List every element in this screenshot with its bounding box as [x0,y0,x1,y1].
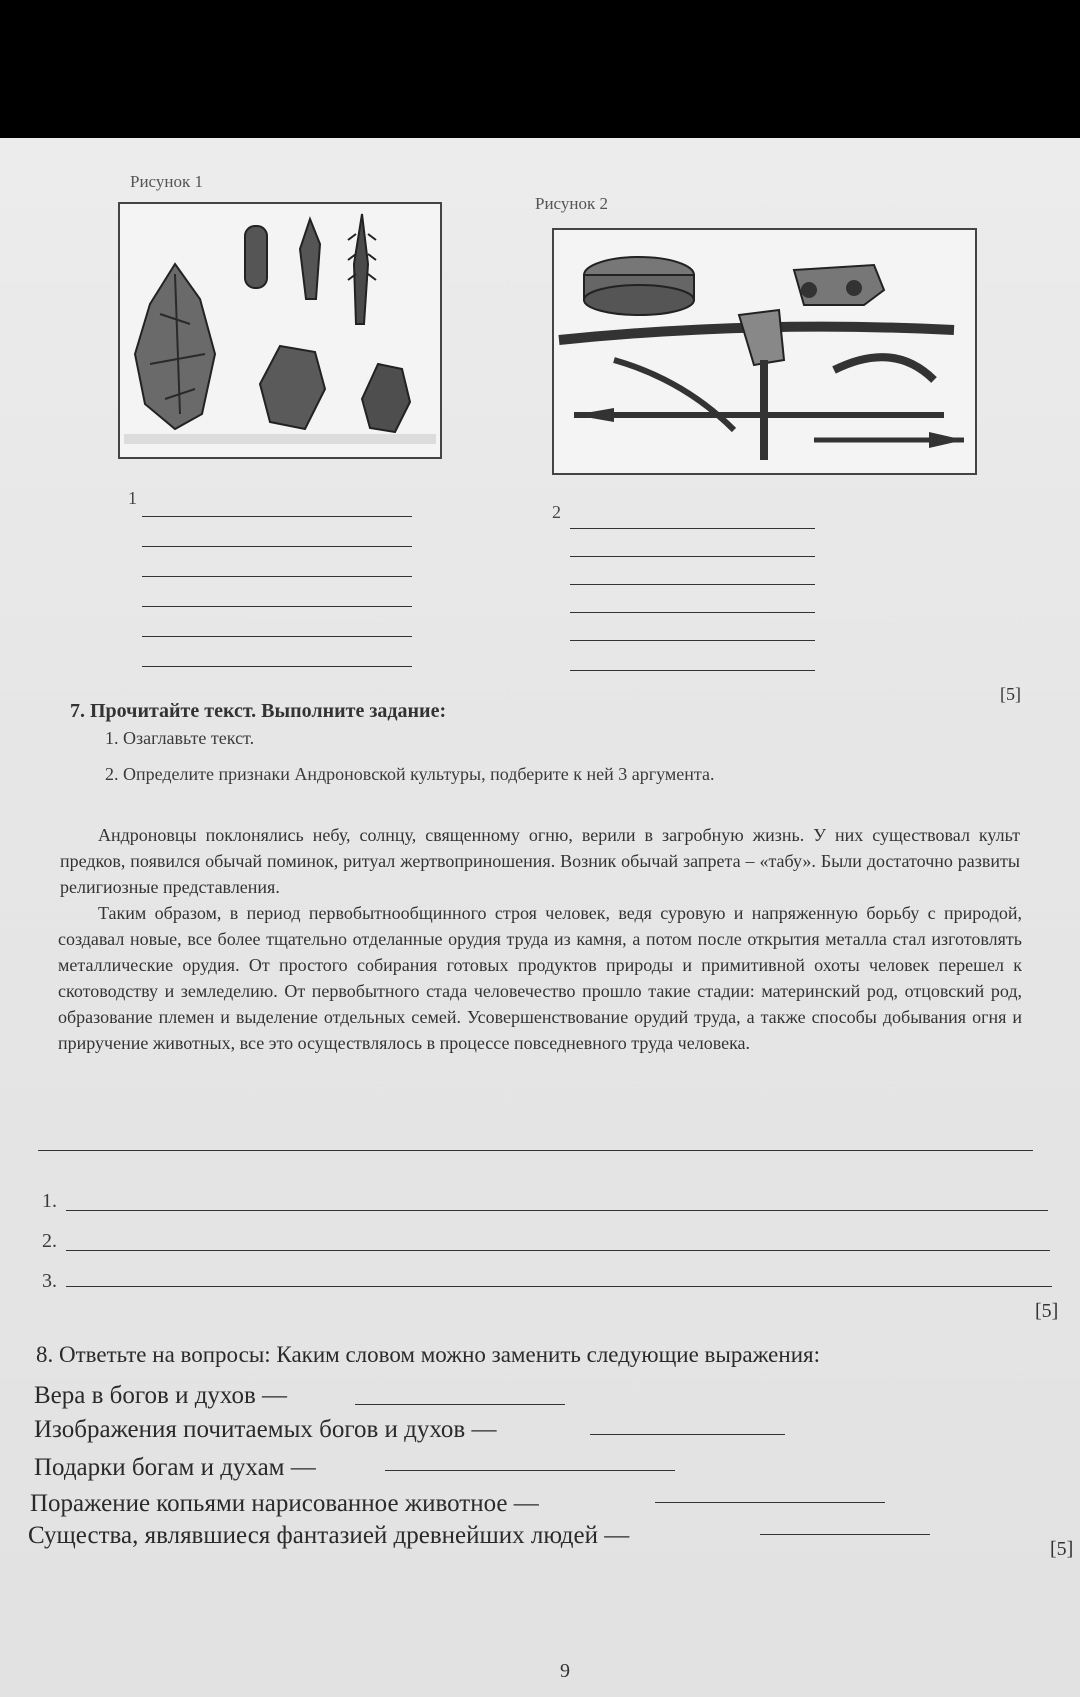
task7-answer-1-line[interactable] [66,1210,1048,1211]
task7-paragraph-2 [58,900,1022,1056]
task8-title: 8. Ответьте на вопросы: Каким словом можно заменить следующие выражения: [36,1342,820,1367]
task8-answer-line-2[interactable] [590,1434,785,1435]
task7-item-1: 1. Озаглавьте текст. [105,728,255,748]
task8-question-1: Вера в богов и духов — [34,1382,288,1409]
figure1-answer-number: 1 [128,488,137,508]
task8-question-2: Изображения почитаемых богов и духов — [34,1416,497,1443]
task8-question-3: Подарки богам и духам — [34,1454,316,1481]
figure1-answer-line[interactable] [142,636,412,637]
task7-paragraph-1-text: Андроновцы поклонялись небу, солнцу, священному огню, верили в загробную жизнь. У них существовал культ предков, появился обычай поминок, ритуал жертвоприношения. Возник обычай запрета – «табу». Были достаточно развиты религиозные представления. [60,825,1020,897]
figure1-answer-line[interactable] [142,666,412,667]
task8-question-5: Существа, являвшиеся фантазией древнейших людей — [28,1522,630,1549]
task7-answer-2-label: 2. [42,1230,57,1252]
figure1-caption: Рисунок 1 [130,172,203,191]
task7-title: 7. Прочитайте текст. Выполните задание: [70,700,447,722]
score-figures: [5] [1000,684,1021,704]
figure2-answer-line[interactable] [570,556,815,557]
figure1-answer-line[interactable] [142,576,412,577]
task7-paragraph-2-text: Таким образом, в период первобытнообщинного строя человек, ведя суровую и напряженную борьбу с природой, создавал новые, все более тщательно отделанные орудия труда из камня, а потом после открытия металла стал изготовлять металлические орудия. От простого собирания готовых продуктов природы и примитивной охоты человек перешел к скотоводству и земледелию. От первобытного стада человечество прошло такие стадии: материнский род, отцовский род, образование племен и выделение отдельных семей. Усовершенствование орудий труда, а также способы добывания огня и приручение животных, все это осуществлялось в процессе повседневного труда человека. [58,903,1022,1053]
figure1-stone-tools-image [118,202,442,459]
figure2-metal-tools-image [552,228,977,475]
task7-title-answer-line[interactable] [38,1150,1033,1151]
stone-tools-illustration [120,204,440,457]
task8-answer-line-4[interactable] [655,1502,885,1503]
task7-answer-2-line[interactable] [66,1250,1050,1251]
task8-question-4: Поражение копьями нарисованное животное — [30,1490,539,1517]
page-number: 9 [560,1660,570,1682]
task8-answer-line-5[interactable] [760,1534,930,1535]
task7-score: [5] [1035,1300,1059,1322]
figure2-answer-line[interactable] [570,640,815,641]
figure1-answer-line[interactable] [142,546,412,547]
figure2-answer-number: 2 [552,502,561,522]
figure2-answer-line[interactable] [570,670,815,671]
task8-answer-line-1[interactable] [355,1404,565,1405]
figure1-answer-line[interactable] [142,516,412,517]
figure2-answer-line[interactable] [570,584,815,585]
task8-score: [5] [1050,1538,1074,1560]
figure1-answer-line[interactable] [142,606,412,607]
figure2-answer-line[interactable] [570,528,815,529]
task8-answer-line-3[interactable] [385,1470,675,1471]
metal-tools-illustration [554,230,975,473]
figure2-caption: Рисунок 2 [535,194,608,213]
task7-answer-3-label: 3. [42,1270,57,1292]
task7-item-2: 2. Определите признаки Андроновской культуры, подберите к ней 3 аргумента. [105,764,715,784]
task7-answer-1-label: 1. [42,1190,57,1212]
task7-answer-3-line[interactable] [66,1286,1052,1287]
task7-paragraph-1 [60,822,1020,900]
figure2-answer-line[interactable] [570,612,815,613]
